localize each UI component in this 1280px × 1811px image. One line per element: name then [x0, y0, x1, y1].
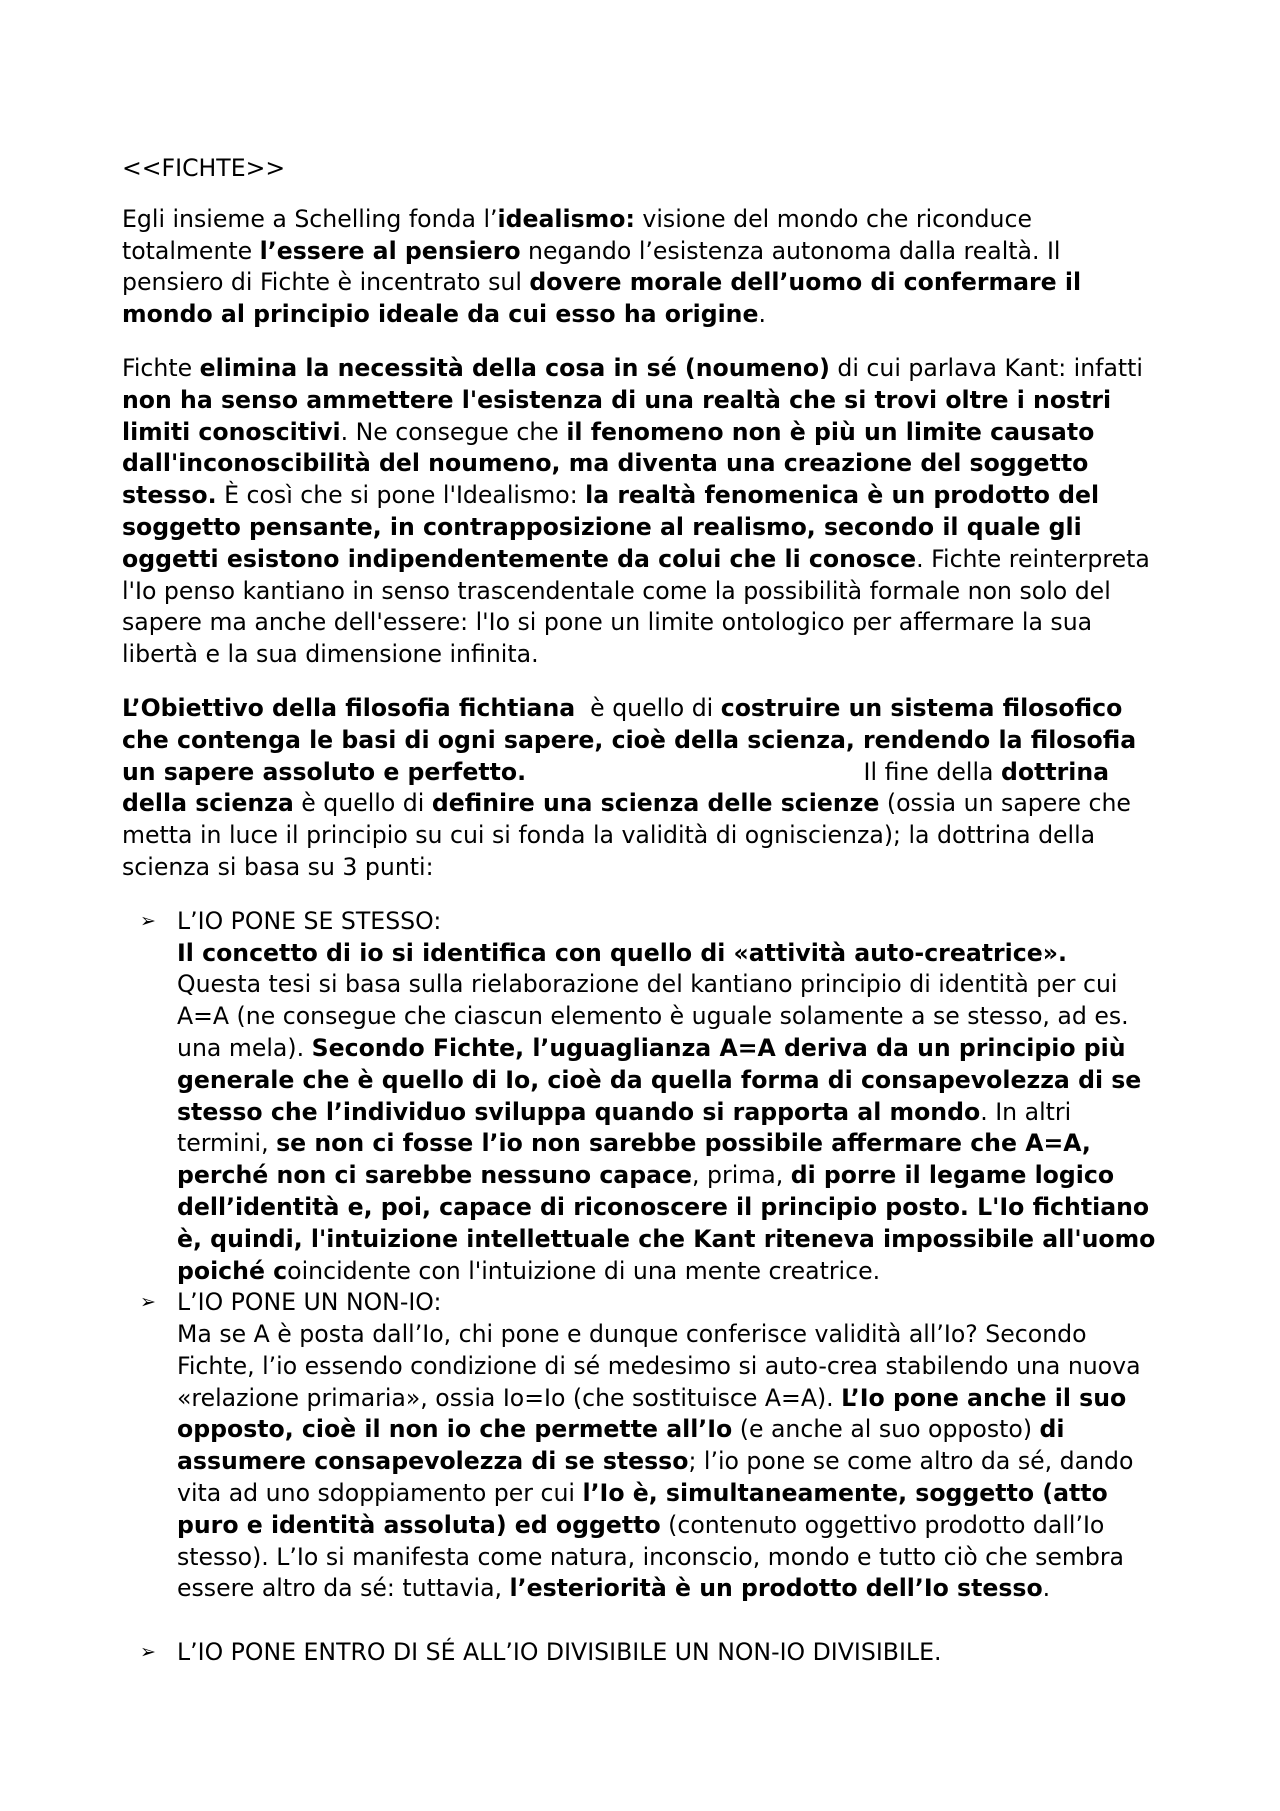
text-line — [177, 1637, 1202, 1669]
bold-text: elimina la necessità della cosa in sé (noumeno) — [199, 353, 830, 382]
text: «relazione primaria», ossia Io=Io (che sostituisce A=A). — [177, 1383, 842, 1412]
text-line — [177, 1160, 1202, 1192]
bullet-list — [122, 906, 1202, 1669]
paragraph — [122, 693, 1202, 884]
text-line — [122, 236, 1202, 268]
bold-text: definire una scienza delle scienze — [431, 789, 880, 818]
text-line — [177, 969, 1202, 1001]
text: (contenuto oggettivo prodotto dall’Io — [660, 1510, 1105, 1539]
bold-text: è, quindi, l'intuizione intellettuale che Kant riteneva impossibile all'uomo — [177, 1224, 1156, 1253]
text: sapere ma anche dell'essere: l'Io si pone un limite ontologico per affermare la sua — [122, 608, 1093, 637]
text-line — [177, 1256, 1202, 1288]
bold-text: non ha senso ammettere l'esistenza di una realtà che si trovi oltre i nostri — [122, 385, 1112, 414]
text-line — [122, 480, 1202, 512]
body-paragraphs — [122, 204, 1202, 884]
bold-text: L’Obiettivo della filosofia fichtiana — [122, 693, 576, 722]
text-line — [177, 1351, 1202, 1383]
text: è quello di — [293, 789, 432, 818]
bold-text: stesso. — [122, 481, 217, 510]
text-line — [177, 1097, 1202, 1129]
text-line — [122, 607, 1202, 639]
bold-text: il fenomeno non è più un limite causato — [566, 417, 1095, 446]
text: metta in luce il principio su cui si fonda la validità di ogniscienza); la dottrina della — [122, 821, 1096, 850]
document-title: <<FICHTE>> — [122, 154, 286, 182]
text-line — [122, 576, 1202, 608]
bold-text: Secondo Fichte, l’uguaglianza A=A deriva da un principio più — [311, 1033, 1126, 1062]
text: Egli insieme a Schelling fonda l’ — [122, 204, 498, 233]
text-line — [177, 1192, 1202, 1224]
text: Ma se A è posta dall’Io, chi pone e dunque conferisce validità all’Io? Secondo — [177, 1320, 1087, 1349]
text-line — [122, 757, 1202, 789]
text-line — [177, 1446, 1202, 1478]
bold-text: mondo al principio ideale da cui esso ha origine — [122, 300, 759, 329]
text-line — [122, 725, 1202, 757]
bold-text: perché non ci sarebbe nessuno capace — [177, 1161, 693, 1190]
text: Questa tesi si basa sulla rielaborazione del kantiano principio di identità per cui — [177, 970, 1118, 999]
bold-text: l’Io è, simultaneamente, soggetto (atto — [582, 1479, 1108, 1508]
bold-text: soggetto pensante, in contrapposizione al realismo, secondo il quale gli — [122, 512, 1082, 541]
text: A=A (ne consegue che ciascun elemento è uguale solamente a se stesso, ad es. — [177, 1002, 1129, 1031]
text: , prima, — [692, 1161, 791, 1190]
text: totalmente — [122, 236, 260, 265]
text: negando l’esistenza autonoma dalla realtà. Il — [520, 236, 1061, 265]
text-line — [122, 852, 1202, 884]
bold-text: se non ci fosse l’io non sarebbe possibile affermare che A=A, — [276, 1129, 1091, 1158]
text-line — [177, 1542, 1202, 1574]
text-line — [177, 1383, 1202, 1415]
text: essere altro da sé: tuttavia, — [177, 1574, 510, 1603]
text: . Ne consegue che — [340, 417, 567, 446]
text-line — [122, 267, 1202, 299]
text: una mela). — [177, 1033, 312, 1062]
text: L’IO PONE SE STESSO: — [177, 906, 442, 935]
bold-text: L’Io pone anche il suo — [841, 1383, 1127, 1412]
text-line — [177, 938, 1202, 970]
bold-text: della scienza — [122, 789, 294, 818]
text: (ossia un sapere che — [879, 789, 1131, 818]
text-line — [177, 1287, 1202, 1319]
text-line — [122, 544, 1202, 576]
text-line — [177, 1224, 1202, 1256]
text-line — [177, 906, 1202, 938]
arrow-bullet-icon: ➢ — [140, 1291, 156, 1314]
bold-text: costruire un sistema filosofico — [720, 693, 1123, 722]
bold-text: l’esteriorità è un prodotto dell’Io stesso — [509, 1574, 1043, 1603]
text-line — [122, 353, 1202, 385]
bold-text: poiché c — [177, 1256, 288, 1285]
text: Fichte, l’io essendo condizione di sé medesimo si auto-crea stabilendo una nuova — [177, 1351, 1141, 1380]
text: È così che si pone l'Idealismo: — [216, 481, 586, 510]
text-line — [122, 693, 1202, 725]
text-line — [177, 1573, 1202, 1605]
paragraph — [122, 204, 1202, 331]
text-line — [122, 385, 1202, 417]
text-line — [177, 1510, 1202, 1542]
text: di cui parlava Kant: infatti — [829, 353, 1143, 382]
bold-text: idealismo: — [497, 204, 635, 233]
text: . In altri — [980, 1097, 1072, 1126]
text-line — [122, 639, 1202, 671]
bold-text: l’essere al pensiero — [259, 236, 521, 265]
bold-text: limiti conoscitivi — [122, 417, 341, 446]
text: L’IO PONE ENTRO DI SÉ ALL’IO DIVISIBILE UN NON-IO DIVISIBILE. — [177, 1638, 942, 1667]
text: libertà e la sua dimensione infinita. — [122, 640, 539, 669]
bold-text: un sapere assoluto e perfetto. — [122, 757, 527, 786]
text: l'Io penso kantiano in senso trascendentale come la possibilità formale non solo del — [122, 576, 1111, 605]
text-line — [177, 1478, 1202, 1510]
arrow-bullet-icon: ➢ — [140, 1641, 156, 1664]
text: . Fichte reinterpreta — [916, 544, 1150, 573]
text-line — [122, 788, 1202, 820]
text: oincidente con l'intuizione di una mente creatrice. — [287, 1256, 881, 1285]
text: Fichte — [122, 353, 200, 382]
bold-text: di porre il legame logico — [790, 1161, 1115, 1190]
text: stesso). L’Io si manifesta come natura, inconscio, mondo e tutto ciò che sembra — [177, 1542, 1125, 1571]
bold-text: dall'inconoscibilità del noumeno, ma diventa una creazione del soggetto — [122, 449, 1089, 478]
bold-text: dell’identità e, poi, capace di riconoscere il principio posto. L'Io fichtiano — [177, 1192, 1150, 1221]
text: vita ad uno sdoppiamento per cui — [177, 1479, 583, 1508]
text: pensiero di Fichte è incentrato sul — [122, 268, 530, 297]
bold-text: puro e identità assoluta) ed oggetto — [177, 1510, 661, 1539]
paragraph — [122, 353, 1202, 671]
text-line — [177, 1001, 1202, 1033]
text-line — [122, 820, 1202, 852]
arrow-bullet-icon: ➢ — [140, 909, 156, 932]
text-line — [122, 512, 1202, 544]
text-line — [177, 1414, 1202, 1446]
bold-text: di — [1039, 1415, 1065, 1444]
document-page — [122, 153, 1202, 1669]
bold-text: oggetti esistono indipendentemente da colui che li conosce — [122, 544, 917, 573]
text-line — [177, 1319, 1202, 1351]
text: (e anche al suo opposto) — [732, 1415, 1040, 1444]
bold-text: generale che è quello di Io, cioè da quella forma di consapevolezza di se — [177, 1065, 1142, 1094]
text-line — [177, 1065, 1202, 1097]
text-line — [177, 1033, 1202, 1065]
text: è quello di — [575, 693, 721, 722]
text: Il fine della — [526, 757, 1001, 786]
bullet-item — [122, 1637, 1202, 1669]
bold-text: dovere morale dell’uomo di confermare il — [529, 268, 1082, 297]
text: ; l’io pone se come altro da sé, dando — [688, 1447, 1134, 1476]
bold-text: opposto, cioè il non io che permette all’Io — [177, 1415, 733, 1444]
bullet-item — [122, 1287, 1202, 1605]
text-line — [122, 448, 1202, 480]
bullet-item — [122, 906, 1202, 1288]
text: . — [1042, 1574, 1051, 1603]
bold-text: dottrina — [1000, 757, 1110, 786]
bold-text: assumere consapevolezza di se stesso — [177, 1447, 689, 1476]
bold-text: che contenga le basi di ogni sapere, cioè della scienza, rendendo la filosofia — [122, 725, 1137, 754]
bold-text: Il concetto di io si identifica con quello di «attività auto-creatrice». — [177, 938, 1067, 967]
text: scienza si basa su 3 punti: — [122, 852, 434, 881]
text-line — [122, 299, 1202, 331]
text: L’IO PONE UN NON-IO: — [177, 1288, 442, 1317]
text-line — [177, 1128, 1202, 1160]
text: visione del mondo che riconduce — [634, 204, 1032, 233]
text: . — [758, 300, 766, 329]
text-line — [122, 417, 1202, 449]
text-line — [122, 204, 1202, 236]
bold-text: stesso che l’individuo sviluppa quando si rapporta al mondo — [177, 1097, 981, 1126]
text: termini, — [177, 1129, 277, 1158]
bold-text: la realtà fenomenica è un prodotto del — [585, 481, 1100, 510]
